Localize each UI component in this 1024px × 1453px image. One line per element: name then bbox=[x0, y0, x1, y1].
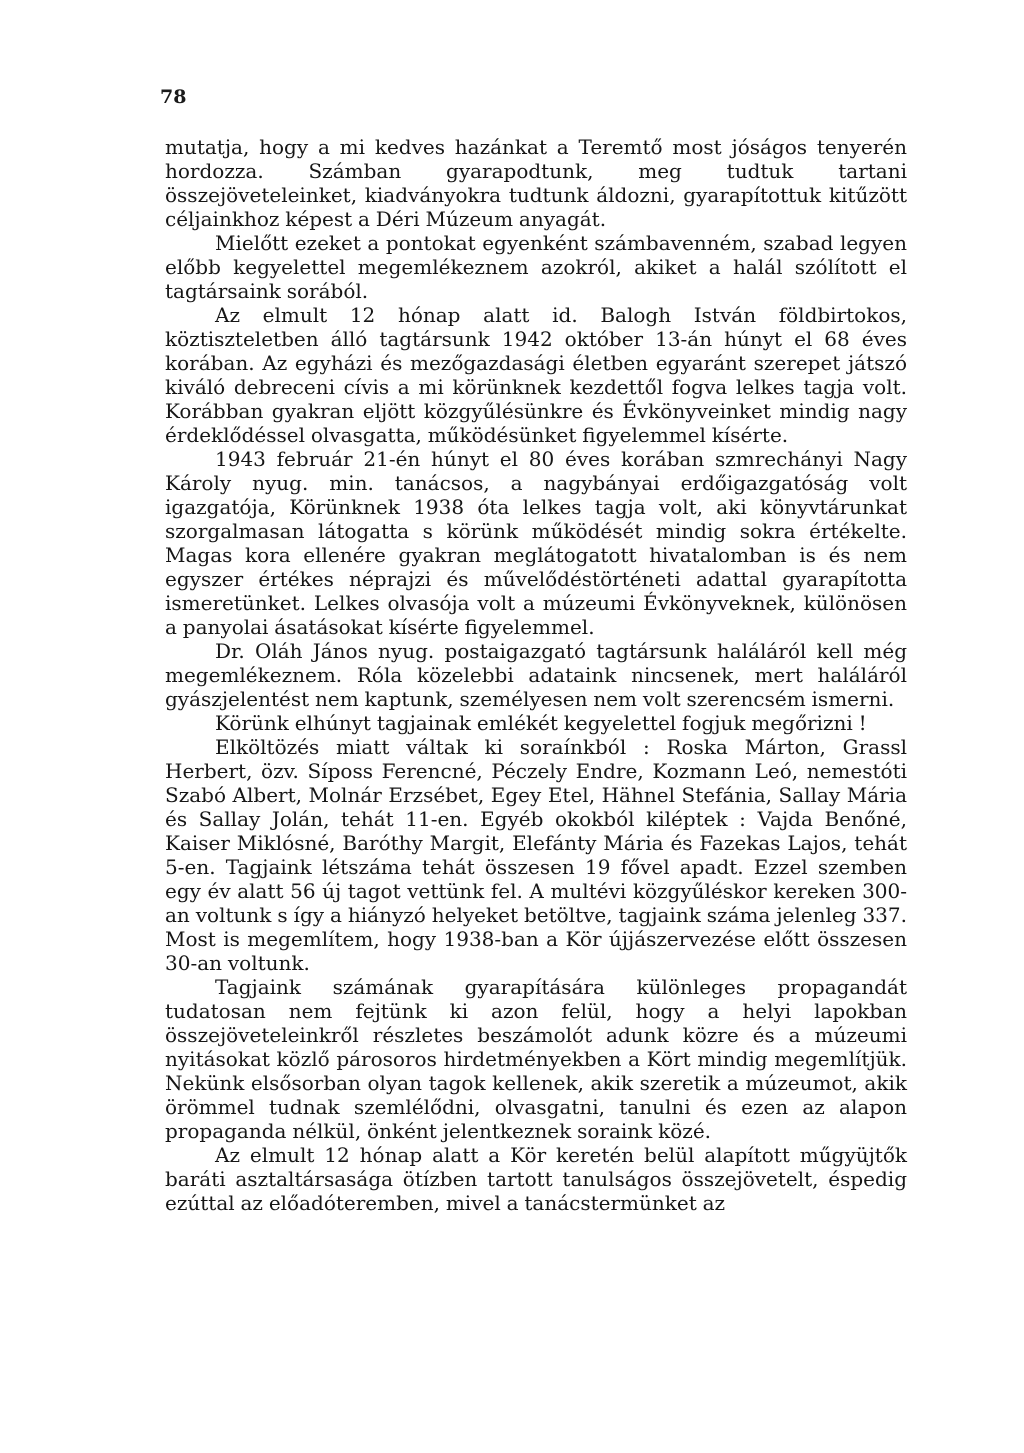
paragraph: Az elmult 12 hónap alatt a Kör keretén belül alapított műgyüjtők baráti asztaltársasága ötízben tartott tanulságos összejövetelt, éspedig ezúttal az előadóteremben, mivel a tanácstermünket az bbox=[165, 1143, 907, 1215]
paragraph: Tagjaink számának gyarapítására különleges propagandát tudatosan nem fejtünk ki azon felül, hogy a helyi lapokban összejöveteleinkről részletes beszámolót adunk közre és a múzeumi nyitásokat közlő párosoros hirdetményekben a Kört mindig megemlítjük. Nekünk elsősorban olyan tagok kellenek, akik szeretik a múzeumot, akik örömmel tudnak szemlélődni, olvasgatni, tanulni és ezen az alapon propaganda nélkül, önként jelentkeznek soraink közé. bbox=[165, 975, 907, 1143]
page-number: 78 bbox=[160, 86, 187, 108]
paragraph: Körünk elhúnyt tagjainak emlékét kegyelettel fogjuk megőrizni ! bbox=[215, 711, 867, 735]
paragraph: Dr. Oláh János nyug. postaigazgató tagtársunk haláláról kell még megemlékeznem. Róla közelebbi adataink nincsenek, mert haláláról gyászjelentést nem kaptunk, személyesen nem volt szerencsém ismerni. bbox=[165, 639, 907, 711]
paragraph: mutatja, hogy a mi kedves hazánkat a Teremtő most jóságos tenyerén hordozza. Számban gyarapodtunk, meg tudtuk tartani összejöveteleinket, kiadványokra tudtunk áldozni, gyarapítottuk kitűzött céljainkhoz képest a Déri Múzeum anyagát. bbox=[165, 135, 907, 231]
paragraph: Mielőtt ezeket a pontokat egyenként számbavenném, szabad legyen előbb kegyelettel megemlékeznem azokról, akiket a halál szólított el tagtársaink sorából. bbox=[165, 231, 907, 303]
paragraph: Elköltözés miatt váltak ki soraínkból : Roska Márton, Grassl Herbert, özv. Síposs Ferencné, Péczely Endre, Kozmann Leó, nemestóti Szabó Albert, Molnár Erzsébet, Egey Etel, Hähnel Stefánia, Sallay Mária és Sallay Jolán, tehát 11-en. Egyéb okokból kiléptek : Vajda Benőné, Kaiser Miklósné, Baróthy Margit, Elefánty Mária és Fazekas Lajos, tehát 5-en. Tagjaink létszáma tehát összesen 19 fővel apadt. Ezzel szemben egy év alatt 56 új tagot vettünk fel. A multévi közgyűléskor kereken 300-an voltunk s így a hiányzó helyeket betöltve, tagjaink száma jelenleg 337. Most is megemlítem, hogy 1938-ban a Kör újjászervezése előtt összesen 30-an voltunk. bbox=[165, 735, 907, 975]
paragraph: Az elmult 12 hónap alatt id. Balogh István földbirtokos, köztiszteletben álló tagtársunk 1942 október 13-án húnyt el 68 éves korában. Az egyházi és mezőgazdasági életben egyaránt szerepet játszó kiváló debreceni cívis a mi körünknek kezdettől fogva lelkes tagja volt. Korábban gyakran eljött közgyűlésünkre és Évkönyveinket mindig nagy érdeklődéssel olvasgatta, működésünket figyelemmel kísérte. bbox=[165, 303, 907, 447]
body-text bbox=[165, 135, 907, 1215]
paragraph: 1943 február 21-én húnyt el 80 éves korában szmrechányi Nagy Károly nyug. min. tanácsos, a nagybányai erdőigazgatóság volt igazgatója, Körünknek 1938 óta lelkes tagja volt, aki könyvtárunkat szorgalmasan látogatta s körünk működését mindig sokra értékelte. Magas kora ellenére gyakran meglátogatott hivatalomban is és nem egyszer értékes néprajzi és művelődéstörténeti adattal gyarapította ismeretünket. Lelkes olvasója volt a múzeumi Évkönyveknek, különösen a panyolai ásatásokat kísérte figyelemmel. bbox=[165, 447, 907, 639]
